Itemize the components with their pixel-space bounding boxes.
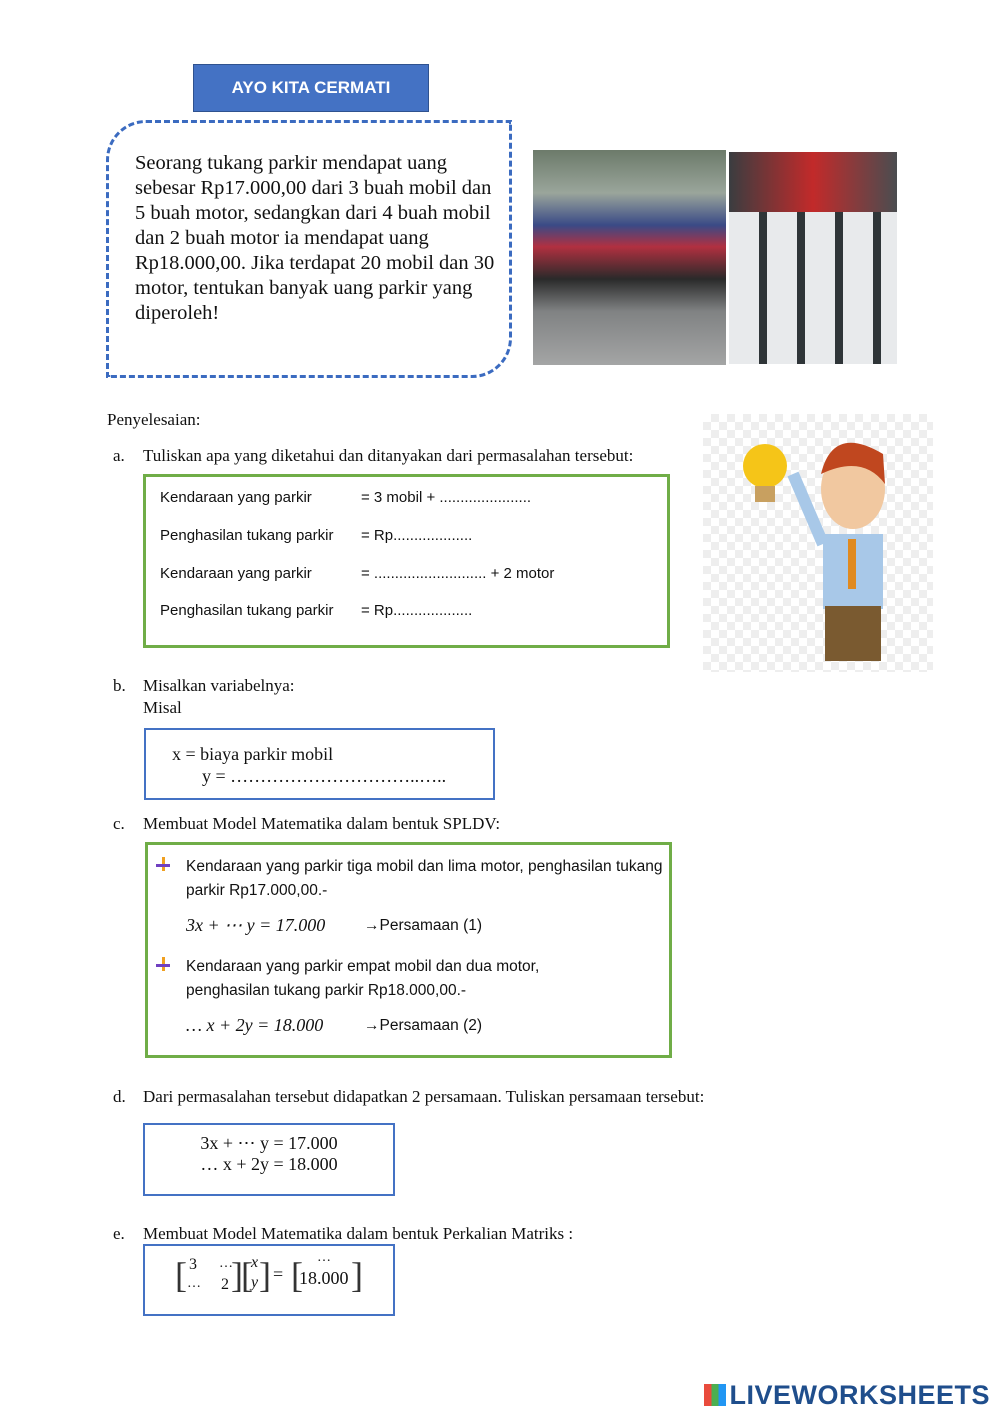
bullet-icon	[156, 957, 170, 971]
item-b-text: Misalkan variabelnya:	[143, 676, 295, 695]
equations-box	[143, 1123, 395, 1196]
row-label: Kendaraan yang parkir	[160, 565, 312, 582]
vector-y: y	[251, 1274, 259, 1291]
logo-icon	[704, 1384, 726, 1406]
matrix-a21[interactable]: …	[187, 1276, 201, 1291]
equation-label: →Persamaan (2)	[364, 1017, 483, 1034]
item-b-letter: b.	[113, 676, 126, 695]
equation-description: Kendaraan yang parkir tiga mobil dan lima motor, penghasilan tukang parkir Rp17.000,00.-	[186, 858, 663, 899]
bullet-icon	[156, 857, 170, 871]
equation-2[interactable]: … x + 2y = 18.000	[186, 1015, 324, 1035]
item-c-text: Membuat Model Matematika dalam bentuk SPLDV:	[143, 814, 501, 833]
idea-person-illustration	[703, 414, 933, 672]
matrix-a11: 3	[189, 1256, 197, 1273]
item-a-text: Tuliskan apa yang diketahui dan ditanyakan dari permasalahan tersebut:	[143, 446, 634, 465]
matrix-a22: 2	[221, 1276, 229, 1293]
item-c-letter: c.	[113, 814, 125, 833]
result-r1[interactable]: …	[317, 1250, 331, 1265]
solution-label: Penyelesaian:	[107, 410, 201, 429]
row-label: Kendaraan yang parkir	[160, 489, 312, 506]
matrix-box: [ 3 … … 2 ] [ x y ] = [ … 18.000 ]	[143, 1244, 395, 1316]
matrix-a12[interactable]: …	[219, 1256, 233, 1271]
item-d-letter: d.	[113, 1087, 126, 1106]
x-definition: x = biaya parkir mobil	[172, 744, 334, 764]
equation-1[interactable]: 3x + ⋯ y = 17.000	[186, 915, 326, 935]
logo-text: LIVEWORKSHEETS	[729, 1380, 990, 1410]
system-equation-2[interactable]: … x + 2y = 18.000	[200, 1154, 338, 1174]
item-d-text: Dari permasalahan tersebut didapatkan 2 persamaan. Tuliskan persamaan tersebut:	[143, 1087, 705, 1106]
item-a-letter: a.	[113, 446, 125, 465]
vector-x: x	[251, 1254, 259, 1271]
equation-label: →Persamaan (1)	[364, 917, 483, 934]
spldv-box	[145, 842, 672, 1058]
row-value[interactable]: = 3 mobil + ......................	[361, 489, 532, 506]
row-value[interactable]: = Rp...................	[361, 527, 473, 544]
variable-box	[144, 728, 495, 800]
problem-text: Seorang tukang parkir mendapat uang sebesar Rp17.000,00 dari 3 buah mobil dan 5 buah motor, sedangkan dari 4 buah mobil dan 2 buah motor ia mendapat uang Rp18.000,00. Jika terdapat 20 mobil dan 30 motor, tentukan banyak uang parkir yang diperoleh!	[135, 152, 495, 324]
equation-description: Kendaraan yang parkir empat mobil dan dua motor, penghasilan tukang parkir Rp18.000,00.-	[186, 958, 540, 999]
motorcycle-parking-photo	[533, 150, 726, 365]
row-value[interactable]: = ........................... + 2 motor	[361, 565, 555, 582]
liveworksheets-logo	[704, 1380, 990, 1411]
system-equation-1[interactable]: 3x + ⋯ y = 17.000	[200, 1133, 338, 1153]
item-e-text: Membuat Model Matematika dalam bentuk Perkalian Matriks :	[143, 1224, 574, 1243]
row-value[interactable]: = Rp...................	[361, 602, 473, 619]
row-label: Penghasilan tukang parkir	[160, 527, 334, 544]
equals-sign: =	[273, 1264, 284, 1284]
row-label: Penghasilan tukang parkir	[160, 602, 334, 619]
result-r2: 18.000	[299, 1268, 349, 1288]
y-definition[interactable]: y = …………………………..…..	[202, 766, 447, 786]
known-info-box	[143, 474, 670, 648]
item-e-letter: e.	[113, 1224, 125, 1243]
car-parking-photo	[729, 152, 897, 364]
problem-box	[106, 120, 512, 378]
item-b-sub: Misal	[143, 698, 182, 717]
section-title: AYO KITA CERMATI	[193, 64, 429, 112]
